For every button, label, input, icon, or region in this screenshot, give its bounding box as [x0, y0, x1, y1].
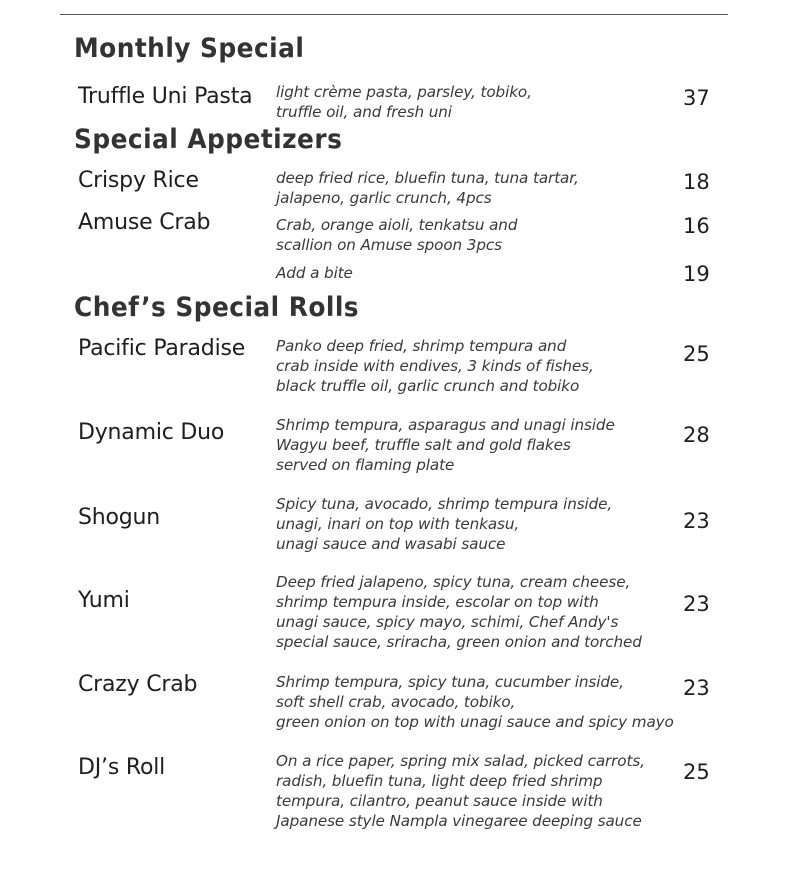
item-price: 23: [683, 676, 710, 700]
item-description: [276, 336, 594, 396]
section-heading-chefs-special-rolls: Chef’s Special Rolls: [74, 292, 360, 323]
description-line: jalapeno, garlic crunch, 4pcs: [276, 189, 492, 207]
item-price: 23: [683, 509, 710, 533]
item-description: [276, 82, 532, 122]
item-name: Truffle Uni Pasta: [78, 84, 253, 109]
item-name: Amuse Crab: [78, 210, 211, 235]
description-line: On a rice paper, spring mix salad, picked carrots,: [276, 752, 645, 770]
item-price: 18: [683, 170, 710, 194]
item-description: [276, 415, 615, 475]
description-line: scallion on Amuse spoon 3pcs: [276, 236, 502, 254]
item-description: [276, 751, 645, 831]
item-price: 28: [683, 423, 710, 447]
description-line: unagi, inari on top with tenkasu,: [276, 515, 520, 533]
description-line: unagi sauce and wasabi sauce: [276, 535, 506, 553]
description-line: Panko deep fried, shrimp tempura and: [276, 337, 567, 355]
item-name: Dynamic Duo: [78, 420, 225, 445]
description-line: crab inside with endives, 3 kinds of fishes,: [276, 357, 594, 375]
item-name: DJ’s Roll: [78, 755, 166, 780]
description-line: Crab, orange aioli, tenkatsu and: [276, 216, 518, 234]
description-line: deep fried rice, bluefin tuna, tuna tartar,: [276, 169, 579, 187]
description-line: Spicy tuna, avocado, shrimp tempura inside,: [276, 495, 613, 513]
item-description: [276, 672, 674, 732]
item-price: 25: [683, 760, 710, 784]
description-line: black truffle oil, garlic crunch and tobiko: [276, 377, 580, 395]
description-line: shrimp tempura inside, escolar on top with: [276, 593, 599, 611]
description-line: green onion on top with unagi sauce and spicy mayo: [276, 713, 674, 731]
item-description: [276, 215, 517, 255]
description-line: Shrimp tempura, spicy tuna, cucumber inside,: [276, 673, 624, 691]
item-name: Crazy Crab: [78, 672, 198, 697]
item-description: [276, 494, 612, 554]
description-line: served on flaming plate: [276, 456, 455, 474]
description-line: Shrimp tempura, asparagus and unagi inside: [276, 416, 615, 434]
description-line: tempura, cilantro, peanut sauce inside with: [276, 792, 603, 810]
description-line: radish, bluefin tuna, light deep fried shrimp: [276, 772, 603, 790]
item-name: Yumi: [78, 588, 130, 613]
item-price: 16: [683, 214, 710, 238]
section-heading-special-appetizers: Special Appetizers: [74, 124, 343, 155]
description-line: truffle oil, and fresh uni: [276, 103, 452, 121]
item-price: 25: [683, 342, 710, 366]
description-line: soft shell crab, avocado, tobiko,: [276, 693, 516, 711]
item-description: [276, 168, 579, 208]
description-line: Wagyu beef, truffle salt and gold flakes: [276, 436, 571, 454]
item-description: [276, 263, 353, 283]
description-line: Deep fried jalapeno, spicy tuna, cream cheese,: [276, 573, 631, 591]
description-line: special sauce, sriracha, green onion and torched: [276, 633, 642, 651]
item-price: 23: [683, 592, 710, 616]
top-divider: [60, 14, 728, 15]
description-line: light crème pasta, parsley, tobiko,: [276, 83, 532, 101]
item-name: Shogun: [78, 505, 161, 530]
item-name: Crispy Rice: [78, 168, 199, 193]
description-line: Japanese style Nampla vinegaree deeping sauce: [276, 812, 642, 830]
description-line: unagi sauce, spicy mayo, schimi, Chef Andy's: [276, 613, 619, 631]
description-line: Add a bite: [276, 264, 353, 282]
item-price: 37: [683, 86, 710, 110]
item-name: Pacific Paradise: [78, 336, 246, 361]
item-description: [276, 572, 642, 652]
item-price: 19: [683, 262, 710, 286]
section-heading-monthly-special: Monthly Special: [74, 33, 305, 64]
